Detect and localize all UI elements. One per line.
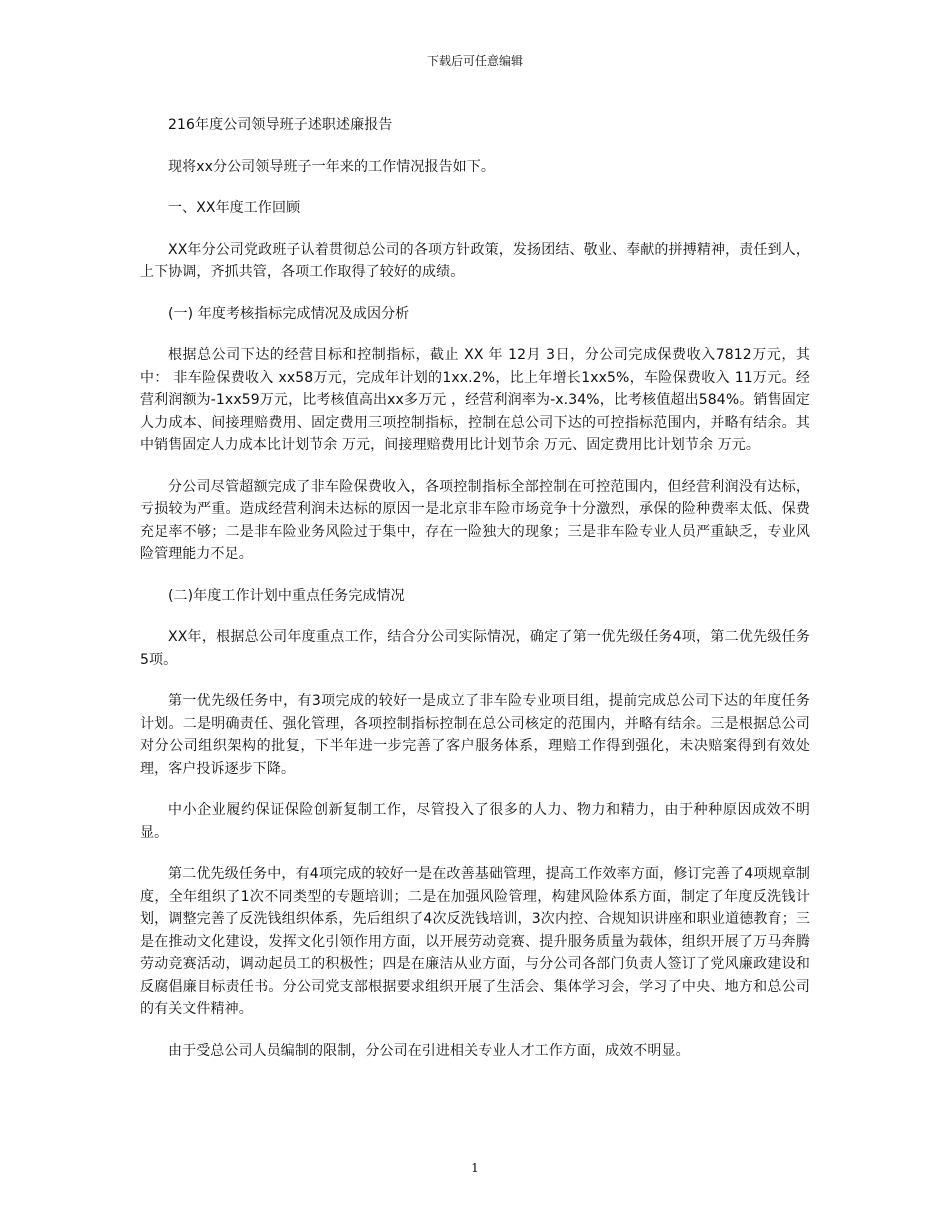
document-title: 216年度公司领导班子述职述廉报告 (168, 117, 393, 133)
body-paragraph: 分公司尽管超额完成了非车险保费收入，各项控制指标全部控制在可控范围内，但经营利润没有达标，亏损较为严重。造成经营利润未达标的原因一是北京非车险市场竞争十分激烈，承保的险种费率太低、保费充足率不够；二是非车险业务风险过于集中，存在一险独大的现象；三是非车险专业人员严重缺乏，专业风险管理能力不足。 (140, 478, 810, 562)
body-paragraph: 由于受总公司人员编制的限制，分公司在引进相关专业人才工作方面，成效不明显。 (168, 1042, 690, 1059)
body-paragraph: 第二优先级任务中，有4项完成的较好一是在改善基础管理，提高工作效率方面，修订完善了4项规章制度，全年组织了1次不同类型的专题培训；二是在加强风险管理，构建风险体系方面，制定了年度反洗钱计划，调整完善了反洗钱组织体系，先后组织了4次反洗钱培训，3次内控、合规知识讲座和职业道德教育；三是在推动文化建设，发挥文化引领作用方面，以开展劳动竞赛、提升服务质量为载体，组织开展了万马奔腾劳动竞赛活动，调动起员工的积极性；四是在廉洁从业方面，与分公司各部门负责人签订了党风廉政建设和反腐倡廉目标责任书。分公司党支部根据要求组织开展了生活会、集体学习会，学习了中央、地方和总公司的有关文件精神。 (140, 866, 810, 1017)
intro-paragraph: 现将xx分公司领导班子一年来的工作情况报告如下。 (168, 158, 495, 175)
document-body (140, 114, 810, 1081)
body-paragraph: 中小企业履约保证保险创新复制工作，尽管投入了很多的人力、物力和精力，由于种种原因成效不明显。 (140, 802, 810, 841)
subsection-heading-1: (一) 年度考核指标完成情况及成因分析 (168, 305, 410, 322)
body-paragraph: XX年，根据总公司年度重点工作，结合分公司实际情况，确定了第一优先级任务4项，第二优先级任务5项。 (140, 629, 810, 668)
body-paragraph: 根据总公司下达的经营目标和控制指标，截止 XX 年 12月 3日，分公司完成保费收入7812万元，其中： 非车险保费收入 xx58万元，完成年计划的1xx.2%，比上年增长1xx5%，车险保费收入 11万元。经营利润额为-1xx59万元，比考核值高出xx多万元 ，经营利润率为-x.34%，比考核值超出584%。销售固定人力成本、间接理赔费用、固定费用三项控制指标，控制在总公司下达的可控指标范围内，并略有结余。其中销售固定人力成本比计划节余 万元，间接理赔费用比计划节余 万元、固定费用比计划节余 万元。 (140, 347, 810, 453)
body-paragraph: XX年分公司党政班子认着贯彻总公司的各项方针政策，发扬团结、敬业、奉献的拼搏精神，责任到人，上下协调，齐抓共管，各项工作取得了较好的成绩。 (140, 241, 810, 280)
subsection-heading-2: (二)年度工作计划中重点任务完成情况 (168, 587, 405, 604)
page-number: 1 (471, 1161, 479, 1175)
section-heading-review: 一、XX年度工作回顾 (168, 200, 301, 216)
page-header: 下载后可任意编辑 (426, 54, 523, 68)
body-paragraph: 第一优先级任务中，有3项完成的较好一是成立了非车险专业项目组，提前完成总公司下达的年度任务计划。二是明确责任、强化管理，各项控制指标控制在总公司核定的范围内，并略有结余。三是根据总公司对分公司组织架构的批复，下半年进一步完善了客户服务体系，理赔工作得到强化，未决赔案得到有效处理，客户投诉逐步下降。 (140, 693, 810, 777)
